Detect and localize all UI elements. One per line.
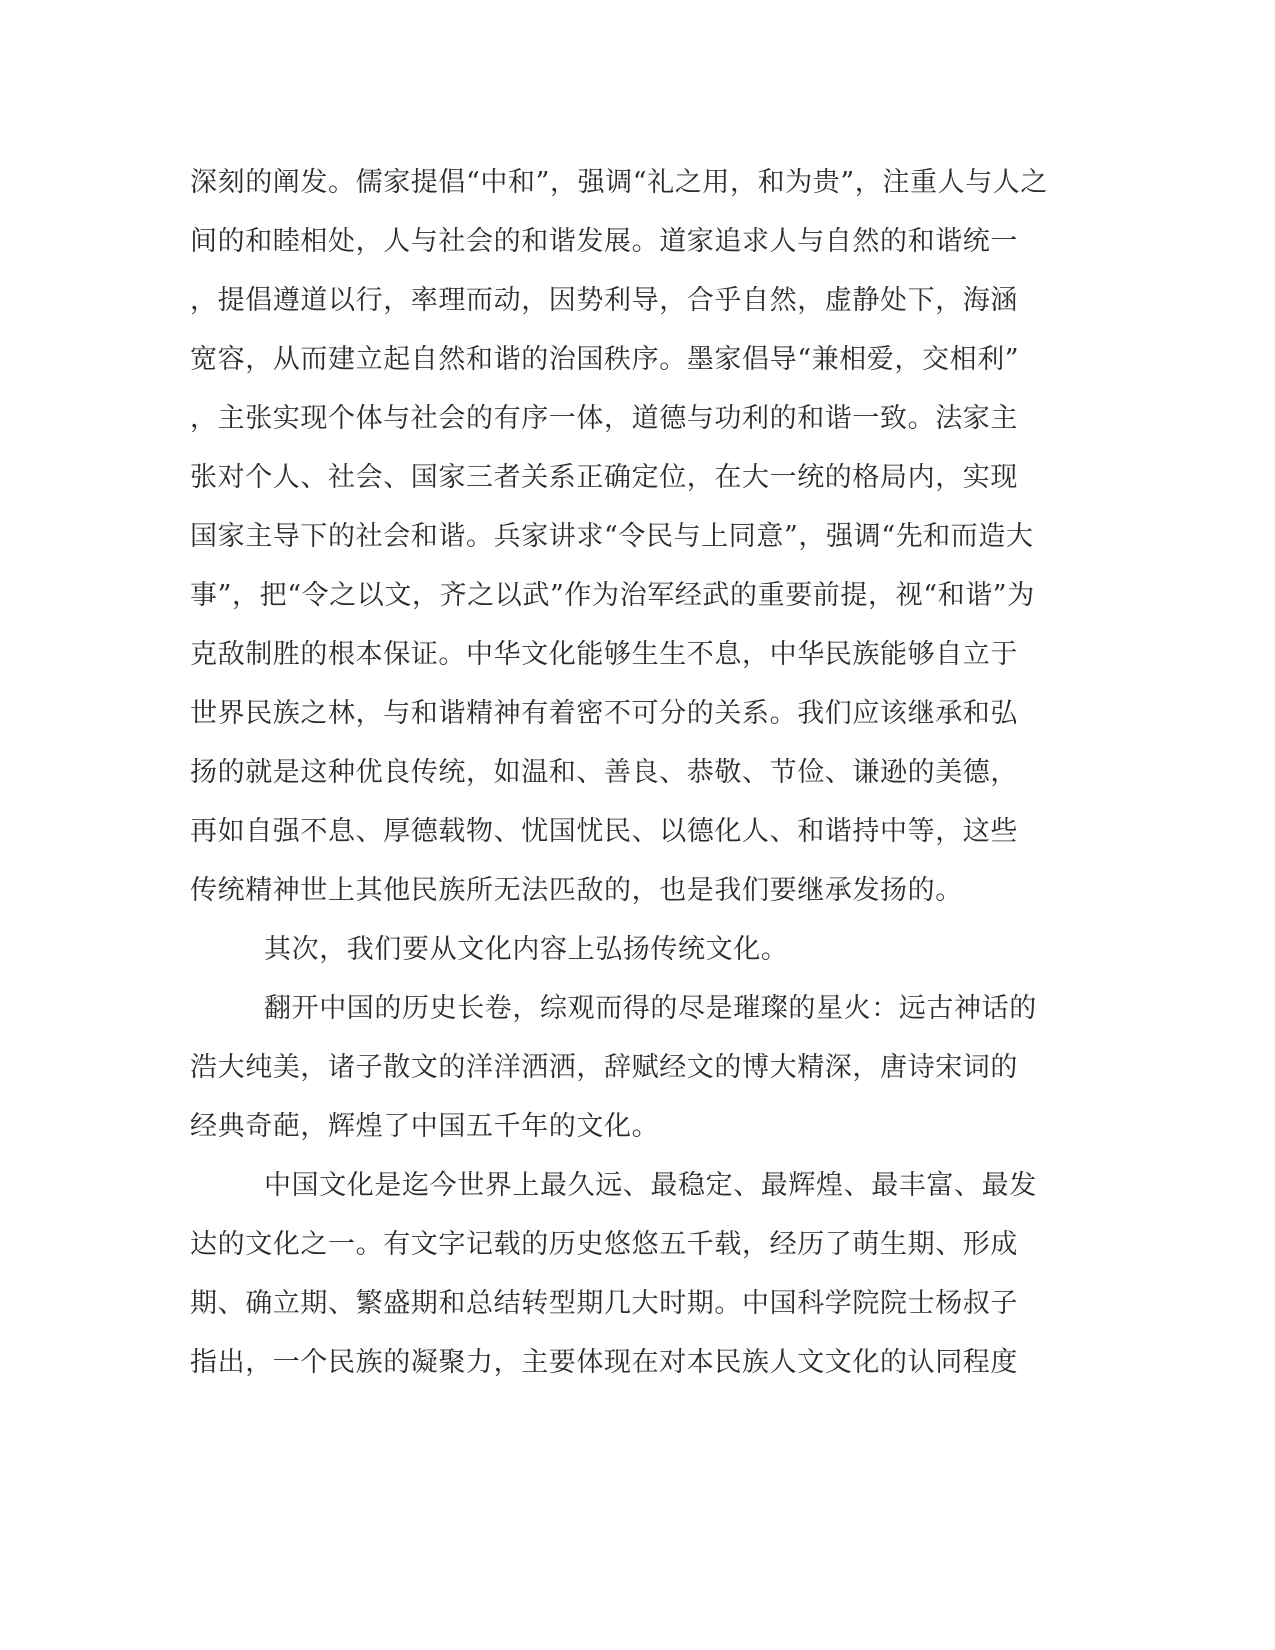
paragraph-first-line: 翻开中国的历史长卷，综观而得的尽是璀璨的星火：远古神话的 — [264, 993, 1037, 1024]
text-line: 经典奇葩，辉煌了中国五千年的文化。 — [190, 1111, 660, 1142]
text-line: 深刻的阐发。儒家提倡“中和”，强调“礼之用，和为贵”，注重人与人之 — [190, 167, 1049, 198]
text-line: 指出，一个民族的凝聚力，主要体现在对本民族人文文化的认同程度 — [190, 1347, 1018, 1378]
text-line: 扬的就是这种优良传统，如温和、善良、恭敬、节俭、谦逊的美德， — [190, 757, 1018, 788]
text-line: 达的文化之一。有文字记载的历史悠悠五千载，经历了萌生期、形成 — [190, 1229, 1018, 1260]
text-line: 张对个人、社会、国家三者关系正确定位，在大一统的格局内，实现 — [190, 462, 1018, 493]
paragraph-first-line: 中国文化是迄今世界上最久远、最稳定、最辉煌、最丰富、最发 — [264, 1170, 1037, 1201]
text-line: 克敌制胜的根本保证。中华文化能够生生不息，中华民族能够自立于 — [190, 639, 1018, 670]
text-line: 国家主导下的社会和谐。兵家讲求“令民与上同意”，强调“先和而造大 — [190, 521, 1034, 552]
paragraph-first-line: 其次，我们要从文化内容上弘扬传统文化。 — [264, 934, 789, 965]
text-line: 浩大纯美，诸子散文的洋洋洒洒，辞赋经文的博大精深，唐诗宋词的 — [190, 1052, 1018, 1083]
text-line: 宽容，从而建立起自然和谐的治国秩序。墨家倡导“兼相爱，交相利” — [190, 344, 1020, 375]
text-line: 事”，把“令之以文，齐之以武”作为治军经武的重要前提，视“和谐”为 — [190, 580, 1035, 611]
text-line: ，主张实现个体与社会的有序一体，道德与功利的和谐一致。法家主 — [190, 403, 1018, 434]
text-line: 传统精神世上其他民族所无法匹敌的，也是我们要继承发扬的。 — [190, 875, 963, 906]
text-line: ，提倡遵道以行，率理而动，因势利导，合乎自然，虚静处下，海涵 — [190, 285, 1018, 316]
text-line: 期、确立期、繁盛期和总结转型期几大时期。中国科学院院士杨叔子 — [190, 1288, 1018, 1319]
text-line: 世界民族之林，与和谐精神有着密不可分的关系。我们应该继承和弘 — [190, 698, 1018, 729]
text-line: 再如自强不息、厚德载物、忧国忧民、以德化人、和谐持中等，这些 — [190, 816, 1018, 847]
text-line: 间的和睦相处，人与社会的和谐发展。道家追求人与自然的和谐统一 — [190, 226, 1018, 257]
